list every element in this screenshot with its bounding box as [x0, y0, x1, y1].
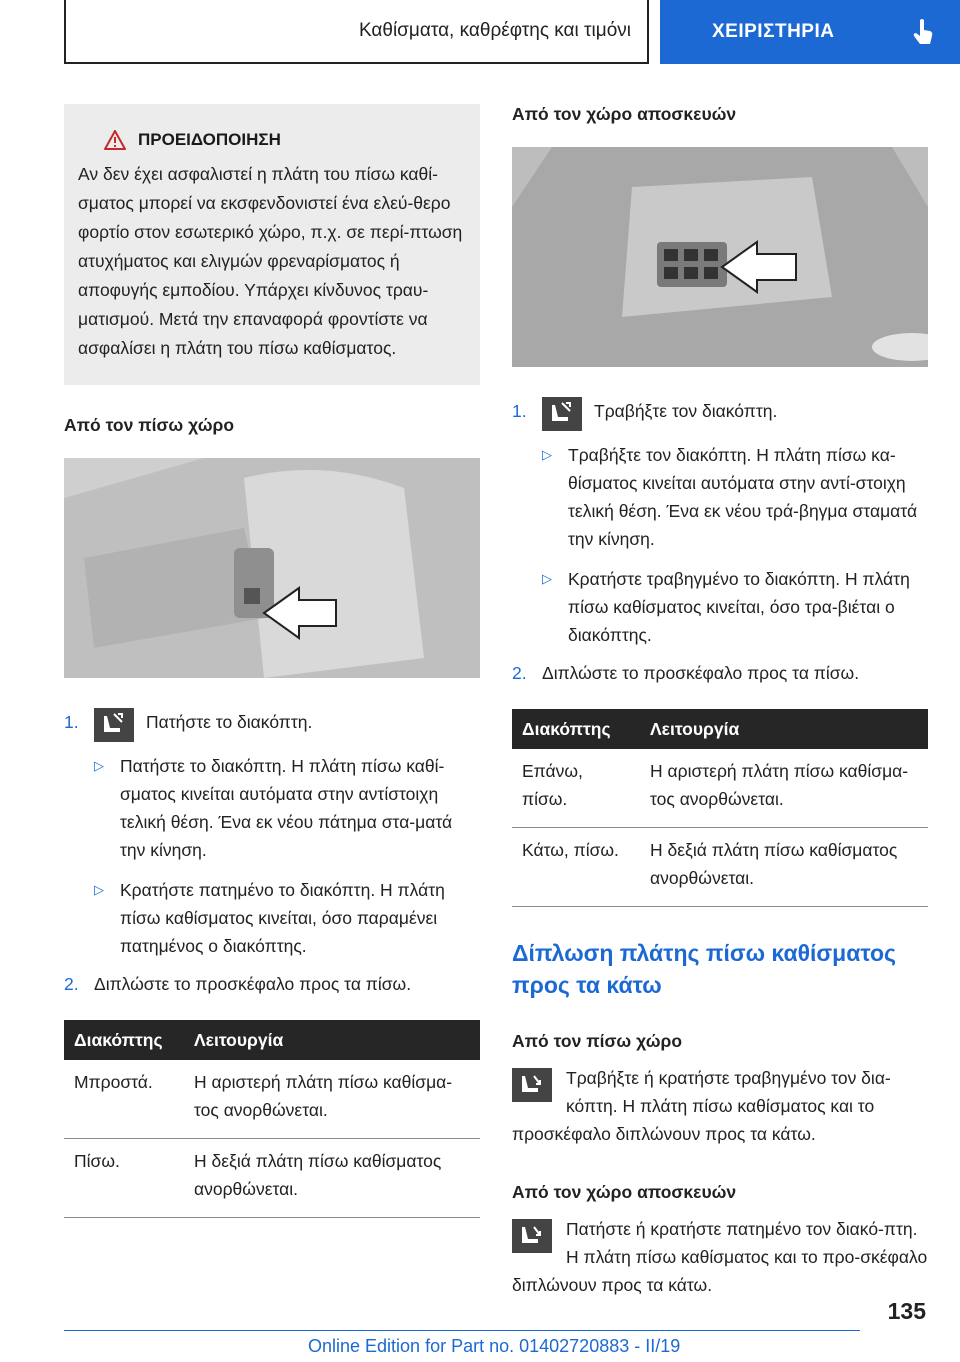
chapter-title: Καθίσματα, καθρέφτης και τιμόνι [358, 20, 631, 41]
bullet-text: Κρατήστε τραβηγμένο το διακόπτη. Η πλάτη πίσω καθίσματος κινείται, όσο τρα-βιέται ο διακόπτης. [568, 569, 910, 645]
right-column [512, 104, 928, 1299]
step-text: Τραβήξτε τον διακόπτη. [594, 401, 778, 421]
table-cell: Επάνω, πίσω. [512, 749, 640, 828]
fold-rear-paragraph [512, 1064, 928, 1148]
paragraph-text: Πατήστε ή κρατήστε πατημένο τον διακό-πτη. Η πλάτη πίσω καθίσματος και το προ-σκέφαλο διπλώνουν προς τα κάτω. [512, 1219, 928, 1295]
table-cell: Η αριστερή πλάτη πίσω καθίσμα-τος ανορθώνεται. [640, 749, 928, 828]
step-number: 2. [64, 974, 79, 994]
fold-luggage-paragraph [512, 1215, 928, 1299]
step-text: Διπλώστε το προσκέφαλο προς τα πίσω. [542, 663, 860, 683]
chapter-header [64, 0, 649, 64]
table-row [64, 1060, 480, 1139]
warning-triangle-icon [104, 130, 126, 150]
table-row [512, 828, 928, 907]
seat-recline-icon [94, 708, 134, 742]
seat-recline-icon [542, 397, 582, 431]
right-function-table [512, 709, 928, 907]
section-tab[interactable] [660, 0, 960, 64]
left-step-1 [64, 708, 480, 742]
pointing-hand-icon [912, 18, 934, 46]
edition-footer: Online Edition for Part no. 01402720883 - II/19 [308, 1336, 681, 1356]
heading-rear-area: Από τον πίσω χώρο [64, 415, 235, 435]
section-fold-down-title: Δίπλωση πλάτης πίσω καθίσματος προς τα κάτω [512, 940, 897, 998]
footer-divider [64, 1330, 860, 1331]
right-bullet-1 [542, 441, 928, 553]
seat-fold-icon [512, 1219, 552, 1253]
table-header: Λειτουργία [640, 709, 928, 749]
step-text: Πατήστε το διακόπτη. [146, 712, 313, 732]
bullet-triangle-icon: ▷ [94, 758, 104, 773]
rear-seat-photo [64, 458, 480, 678]
bullet-triangle-icon: ▷ [542, 447, 552, 462]
bullet-text: Κρατήστε πατημένο το διακόπτη. Η πλάτη πίσω καθίσματος κινείται, όσο παραμένει πατημένος ο διακόπτης. [120, 880, 445, 956]
luggage-photo [512, 147, 928, 367]
warning-text: Αν δεν έχει ασφαλιστεί η πλάτη του πίσω καθί-σματος μπορεί να εκσφενδονιστεί ένα ελεύ-θερο φορτίο στον εσωτερικό χώρο, π.χ. σε περί-πτωση ατυχήματος και ελιγμών φρεναρίσματος ή αποφυγής εμποδίου. Υπάρχει κίνδυνος τραυ-ματισμού. Μετά την επαναφορά φροντίστε να ασφαλίσει η πλάτη του πίσω καθίσματος. [78, 164, 463, 358]
bullet-triangle-icon: ▷ [94, 882, 104, 897]
left-bullet-1 [94, 752, 480, 864]
warning-title: ΠΡΟΕΙΔΟΠΟΙΗΣΗ [138, 130, 281, 149]
bullet-triangle-icon: ▷ [542, 571, 552, 586]
right-bullet-2 [542, 565, 928, 649]
step-text: Διπλώστε το προσκέφαλο προς τα πίσω. [94, 974, 412, 994]
right-step-2 [512, 659, 928, 687]
paragraph-text: Τραβήξτε ή κρατήστε τραβηγμένο τον δια-κόπτη. Η πλάτη πίσω καθίσματος και το προσκέφαλο διπλώνουν προς τα κάτω. [512, 1068, 891, 1144]
warning-header [104, 130, 466, 150]
table-cell: Η αριστερή πλάτη πίσω καθίσμα-τος ανορθώνεται. [184, 1060, 480, 1139]
table-cell: Η δεξιά πλάτη πίσω καθίσματος ανορθώνεται. [184, 1139, 480, 1218]
page-number: 135 [887, 1298, 926, 1324]
table-header: Λειτουργία [184, 1020, 480, 1060]
right-step-1 [512, 397, 928, 431]
section-tab-label: ΧΕΙΡΙΣΤΗΡΙΑ [712, 21, 835, 42]
left-bullet-2 [94, 876, 480, 960]
step-number: 1. [64, 712, 79, 732]
table-cell: Μπροστά. [64, 1060, 184, 1139]
table-cell: Η δεξιά πλάτη πίσω καθίσματος ανορθώνεται. [640, 828, 928, 907]
table-cell: Πίσω. [64, 1139, 184, 1218]
table-header: Διακόπτης [512, 709, 640, 749]
step-number: 2. [512, 663, 527, 683]
seat-fold-icon [512, 1068, 552, 1102]
bullet-text: Πατήστε το διακόπτη. Η πλάτη πίσω καθί-σματος κινείται αυτόματα στην αντίστοιχη τελική θέση. Ένα εκ νέου πάτημα στα-ματά την κίνηση. [120, 756, 453, 860]
warning-box [64, 104, 480, 385]
table-header: Διακόπτης [64, 1020, 184, 1060]
heading-fold-rear-area: Από τον πίσω χώρο [512, 1031, 683, 1051]
left-column [64, 104, 480, 1218]
heading-luggage-area: Από τον χώρο αποσκευών [512, 104, 737, 124]
left-step-2 [64, 970, 480, 998]
bullet-text: Τραβήξτε τον διακόπτη. Η πλάτη πίσω κα-θίσματος κινείται αυτόματα στην αντί-στοιχη τελική θέση. Ένα εκ νέου τρά-βηγμα σταματά την κίνηση. [568, 445, 918, 549]
table-row [64, 1139, 480, 1218]
step-number: 1. [512, 401, 527, 421]
table-row [512, 749, 928, 828]
left-function-table [64, 1020, 480, 1218]
table-cell: Κάτω, πίσω. [512, 828, 640, 907]
heading-fold-luggage-area: Από τον χώρο αποσκευών [512, 1182, 737, 1202]
